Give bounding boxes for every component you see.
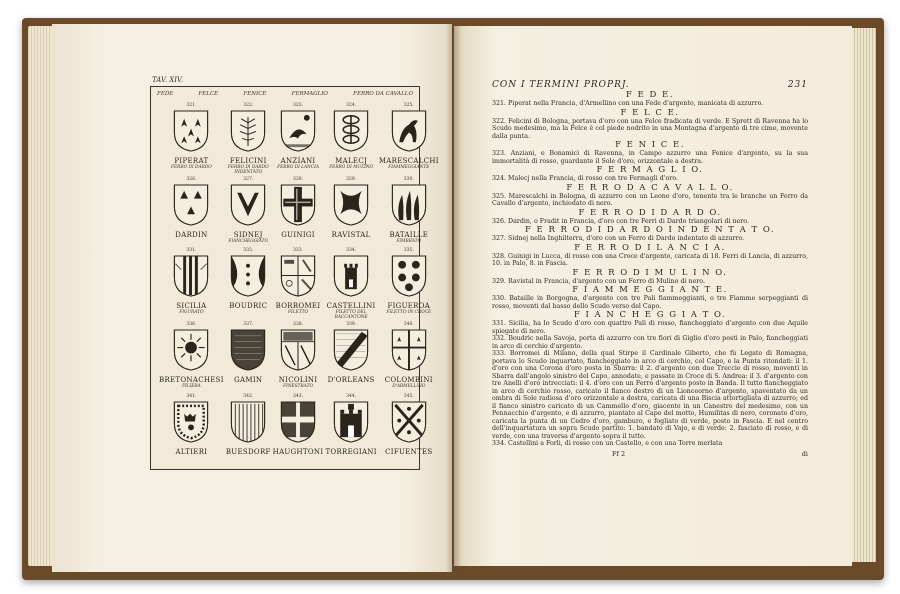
- family-name: SICILIA: [176, 302, 207, 311]
- book-gutter: [446, 24, 462, 572]
- entry-paragraph: 324. Malecj nella Francia, di rosso con tre Fermagli d'oro.: [492, 175, 679, 182]
- entry-paragraph: 333. Borromei di Milano, della qual Stirpe il Cardinale Giberto, che fù Legato di Romagna, portava lo Scudo inquartato, fiancheggiato in arco di cerchio, col Capo, e la Punta ritondati: il 1. d'oro con una Corona d'oro posta in Sbarra: il 2. d'argento con due Treccie di rosso, moventi in Sbarra dall'angolo sinistro del Capo, annodate, e passate in Croce di S. Andrea: il 3. d'argento con tre Anelli d'oro intrecciati: il 4. d'oro con un Ferro d'argento posto in Banda. Il tutto fiancheggiato in arco di cerchio rosso, caricato il fianco destro di un Lionceorno d'argento, spaventato da un ombra di Sole radiosa d'oro orizzontale a destra, caricata di una Biscia attortigliata di azzurro; ed il fianco sinistro caricato di un Cammello d'oro, giacente in un Canestro del medesimo, con un Pennacchio d'argento, e di azzurro, piantato al Capo del motto, Humilitas di nero, coronato d'oro, caricata la punta di un Cedro d'oro, gamburo, e fogliato di verde, posto in Fascia. E nel centro dell'inquartatura un sopra Scudo partito: 1. bandato di Vajo, e di verde: 2. fasciato di rosso, e di verde, con una traversa d'argento sopra il tutto.: [492, 350, 808, 440]
- entry-paragraph: 334. Castellini a Forli, di rosso con un Castello, e con una Torre merlata: [492, 440, 723, 447]
- entry-paragraph: 328. Guinigi in Lucca, di rosso con una Croce d'argento, caricata di 18. Ferri di Lancia, di azzurro, 10. in Palo, 8. in Fascia.: [492, 252, 808, 267]
- shield-icon: [229, 109, 267, 157]
- shield-icon: [172, 183, 210, 231]
- entry-paragraph: 325. Marescalchi in Bologna, di azzurro con un Leone d'oro, tenente tra le branche un Ferro da Cavallo d'argento, inchiodato di nero.: [492, 192, 808, 207]
- shield-icon: [279, 400, 317, 448]
- coat-of-arms: [159, 103, 224, 175]
- shield-icon: [390, 328, 428, 376]
- shield-icon: [229, 400, 267, 448]
- coat-of-arms: [273, 103, 324, 175]
- coat-of-arms: [159, 394, 224, 463]
- coat-of-arms: [325, 248, 376, 320]
- family-name: SIDNEJ: [233, 231, 263, 239]
- term-label: FERRO DI DARDO: [171, 165, 212, 170]
- shield-icon: [229, 254, 267, 302]
- coat-of-arms: [379, 322, 439, 391]
- shield-icon: [332, 328, 370, 376]
- plate-header: FERRO DA CAVALLO: [353, 91, 413, 97]
- plate-header: FERMAGLIO: [291, 91, 328, 97]
- signature-mark: Ff 2: [612, 449, 626, 458]
- shield-icon: [390, 254, 428, 302]
- arms-number: 329.: [346, 177, 357, 182]
- running-head: [492, 80, 808, 90]
- arms-number: 327.: [243, 177, 254, 182]
- arms-number: 336.: [186, 322, 197, 328]
- entry-paragraph: 330. Bataille in Borgogna, d'argento con tre Pali fiammeggianti, o tre Fiamme serpeggianti di rosso, moventi dal basso dello Scudo verso del Capo.: [492, 295, 808, 310]
- shield-icon: [332, 183, 370, 231]
- coat-of-arms: [273, 394, 324, 463]
- term-label: FILETTO: [288, 310, 309, 316]
- shield-icon: [390, 183, 428, 231]
- page-number: 231: [787, 80, 808, 90]
- shield-icon: [390, 400, 428, 448]
- term-label: FERRO DI MULINO: [329, 165, 374, 170]
- term-label: FILETTO IN CROCE: [386, 310, 432, 316]
- coat-of-arms: [379, 248, 439, 320]
- family-name: CASTELLINI: [326, 302, 376, 311]
- shield-icon: [279, 254, 317, 302]
- coat-of-arms: [226, 248, 271, 320]
- shield-icon: [172, 254, 210, 302]
- arms-number: 328.: [293, 177, 304, 182]
- catchword: di: [801, 449, 808, 458]
- entry-paragraph: 332. Boudric nella Savoja, porta di azzurro con tre fiori di Giglio d'oro posti in Palo, fiancheggiati in arco di cerchio d'argento.: [492, 335, 808, 350]
- shield-icon: [332, 254, 370, 302]
- arms-number: 345.: [403, 393, 414, 399]
- family-name: BORROMEI: [275, 302, 321, 311]
- arms-number: 342.: [243, 393, 254, 399]
- entry-paragraph: 322. Felicini di Bologna, portava d'oro con una Felce fradicata di verde. E Sprett di Ravenna ha lo Scudo medesimo, ma la Felce è col piede nodrito in una Montagna d'argento di tre cime, movente dalla punta.: [492, 117, 808, 140]
- entry-paragraph: 326. Dardin, o Fradit in Francia, d'oro con tre Ferri di Dardo triangolari di nero.: [492, 217, 749, 225]
- family-name: ALTIERI: [175, 447, 208, 456]
- family-name: COLOMBINI: [384, 376, 433, 385]
- plate-header: FEDE: [157, 91, 174, 97]
- section-heading: F E R R O D I L A N C I A.: [574, 242, 726, 253]
- family-name: RAVISTAL: [331, 231, 371, 239]
- family-name: MARESCALCHI: [378, 157, 439, 165]
- family-name: BATAILLE: [389, 231, 429, 239]
- coat-of-arms: [325, 177, 376, 246]
- coat-of-arms: [273, 322, 324, 391]
- family-name: NICOLINI: [278, 376, 318, 385]
- coat-of-arms: [226, 394, 271, 463]
- section-heading: F E R M A G L I O.: [596, 165, 704, 175]
- arms-number: 322.: [243, 103, 254, 108]
- arms-number: 333.: [293, 248, 304, 254]
- coat-of-arms: [379, 177, 439, 246]
- family-name: BRETONACHESI: [159, 376, 224, 385]
- section-heading: F E N I C E.: [615, 140, 685, 150]
- arms-number: 343.: [293, 393, 304, 399]
- plate-headers: [157, 91, 413, 97]
- coat-of-arms: [159, 248, 224, 320]
- family-name: FIGUEROA: [387, 302, 431, 311]
- arms-number: 335.: [403, 248, 414, 254]
- plate-header: FELCE: [198, 91, 219, 97]
- family-name: GUINIGI: [281, 231, 315, 239]
- shield-icon: [332, 109, 370, 157]
- coat-of-arms: [379, 394, 439, 463]
- coat-of-arms: [226, 322, 271, 391]
- term-label: D'ARMELLINO: [392, 384, 426, 390]
- family-name: BOUDRIC: [229, 302, 268, 311]
- term-label: FIMBRATO: [396, 239, 422, 244]
- section-heading: F I A M M E G G I A N T E.: [572, 285, 728, 295]
- entry-paragraph: 327. Sidnej nella Inghilterra, d'oro con un Ferro di Dardo indentato di azzurro.: [492, 235, 745, 242]
- coat-of-arms: [379, 103, 439, 175]
- arms-number: 323.: [293, 103, 304, 108]
- shield-icon: [332, 400, 370, 448]
- coat-of-arms-grid: [159, 103, 439, 463]
- shield-icon: [279, 328, 317, 376]
- shield-icon: [279, 183, 317, 231]
- shield-icon: [279, 109, 317, 157]
- right-page-text: [492, 80, 808, 458]
- section-heading: F E R R O D A C A V A L L O.: [566, 182, 734, 193]
- page-edges-left: [28, 26, 54, 566]
- family-name: HAUGHTONI: [272, 447, 324, 456]
- coat-of-arms: [159, 322, 224, 391]
- arms-number: 339.: [346, 322, 357, 328]
- plate-label: TAV. XIV.: [152, 76, 184, 84]
- page-footer: [492, 450, 808, 458]
- section-heading: F I A N C H E G G I A T O.: [573, 310, 727, 320]
- arms-number: 344.: [346, 393, 357, 399]
- coat-of-arms: [325, 103, 376, 175]
- family-name: CIFUENTES: [385, 447, 433, 456]
- term-label: FILIERA: [182, 384, 201, 390]
- family-name: GAMIN: [234, 376, 263, 385]
- plate-header: FENICE: [243, 91, 267, 97]
- entry-paragraph: 329. Ravistal in Francia, d'argento con un Ferro di Mulino di nero.: [492, 277, 705, 285]
- arms-number: 326.: [186, 177, 197, 182]
- family-name: PIPERAT: [174, 157, 209, 165]
- family-name: MALECJ: [335, 157, 368, 165]
- shield-icon: [172, 109, 210, 157]
- shield-icon: [390, 109, 428, 157]
- coat-of-arms: [226, 177, 271, 246]
- family-name: D'ORLEANS: [327, 376, 375, 385]
- page-edges-right: [852, 28, 876, 562]
- term-label: FERRO DI LANCIA: [277, 165, 319, 170]
- family-name: BUESDORF: [225, 447, 271, 456]
- section-heading: F E R R O D I D A R D O I N D E N T A T O.: [524, 225, 776, 235]
- family-name: DARDIN: [175, 231, 208, 239]
- running-head-title: CON I TERMINI PROPRJ.: [492, 80, 630, 90]
- shield-icon: [172, 328, 210, 376]
- section-heading: F E L C E.: [620, 107, 680, 118]
- arms-number: 340.: [403, 322, 414, 328]
- term-label: FINESTRATO: [283, 384, 313, 390]
- shield-icon: [172, 400, 210, 448]
- coat-of-arms: [226, 103, 271, 175]
- term-label: FIGURATO: [179, 310, 204, 316]
- coat-of-arms: [325, 394, 376, 463]
- term-label: FIAMMEGGIANTE: [388, 165, 430, 170]
- arms-number: 331.: [186, 248, 197, 254]
- term-label: FERRO DI DARDO INDENTATO: [227, 165, 269, 175]
- entry-paragraph: 331. Sicilia, ha lo Scudo d'oro con quattro Pali di rosso, fiancheggiato d'argento con due Aquile spiegate di nero.: [492, 320, 808, 335]
- shield-icon: [229, 183, 267, 231]
- entry-paragraph: 323. Anziani, e Bonamici di Ravenna, in Campo azzurro una Fenice d'argento, su la sua immortalità di rosso, guardante il Sole d'oro, orizzontale a destra.: [492, 150, 808, 165]
- term-label: FILETTO DEL RACCANTONE: [334, 310, 368, 321]
- arms-number: 334.: [346, 248, 357, 254]
- coat-of-arms: [273, 177, 324, 246]
- arms-number: 332.: [243, 248, 254, 254]
- arms-number: 338.: [293, 322, 304, 328]
- entry-paragraph: 321. Piperat nella Francia, d'Armellino con una Fede d'argento, manicata di azzurro.: [492, 100, 764, 107]
- arms-number: 324.: [346, 103, 357, 108]
- arms-number: 341.: [186, 393, 197, 399]
- coat-of-arms: [273, 248, 324, 320]
- family-name: FELICINI: [229, 157, 267, 165]
- text-blocks: [492, 90, 808, 448]
- family-name: TORREGIANI: [325, 447, 377, 456]
- arms-number: 337.: [243, 322, 254, 328]
- coat-of-arms: [325, 322, 376, 391]
- section-heading: F E R R O D I D A R D O.: [578, 207, 722, 218]
- arms-number: 321.: [186, 103, 197, 108]
- heraldry-plate: [150, 86, 439, 470]
- family-name: ANZIANI: [280, 157, 316, 165]
- shield-icon: [229, 328, 267, 376]
- arms-number: 325.: [403, 103, 414, 108]
- section-heading: F E R R O D I M U L I N O.: [572, 267, 728, 278]
- coat-of-arms: [159, 177, 224, 246]
- section-heading: F E D E.: [626, 90, 674, 100]
- term-label: FIANCHEGGIATO: [228, 239, 269, 244]
- arms-number: 330.: [403, 177, 414, 182]
